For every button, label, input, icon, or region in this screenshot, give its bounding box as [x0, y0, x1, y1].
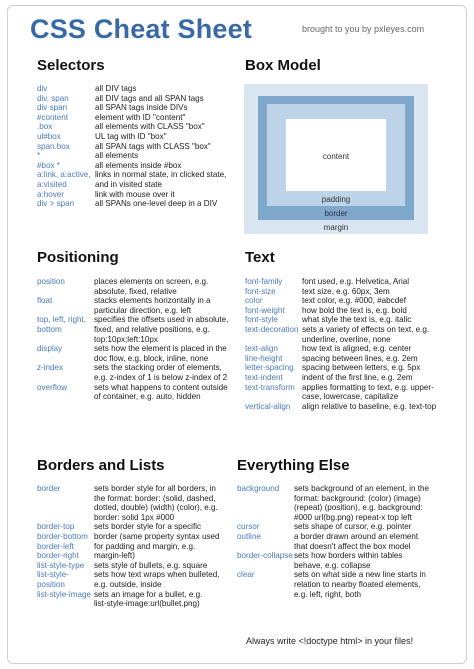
property-name: [37, 392, 94, 402]
property-description: sets border style for all borders, in: [94, 484, 216, 493]
property-description: sets how borders within tables: [294, 551, 403, 561]
property-name: div: [37, 84, 48, 93]
list-item: [245, 373, 455, 383]
list-item: [245, 354, 455, 364]
positioning-heading: Positioning: [37, 249, 119, 266]
property-name: clear: [237, 570, 255, 580]
property-name: [237, 561, 294, 571]
list-item: [37, 599, 237, 609]
list-item: [237, 542, 459, 552]
property-description: e.g. z-index of 1 is below z-index of 2: [94, 372, 228, 382]
property-name: overflow: [37, 382, 68, 392]
property-name: [37, 354, 94, 364]
property-name: [37, 287, 94, 297]
property-description: what style the text is, e.g. italic: [302, 315, 412, 325]
property-name: vertical-align: [245, 401, 291, 411]
property-name: [37, 599, 94, 609]
list-item: [37, 94, 237, 104]
property-description: particular direction, e.g. left: [94, 305, 192, 315]
property-description: all elements: [95, 151, 139, 161]
list-item: [37, 392, 237, 402]
property-name: div, span: [37, 93, 69, 103]
property-name: text-align: [245, 344, 278, 354]
property-description: sets a variety of effects on text, e.g.: [302, 324, 430, 334]
property-name: span.box: [37, 141, 70, 151]
list-item: [37, 103, 237, 113]
list-item: [237, 570, 459, 580]
list-item: [37, 551, 237, 561]
list-item: [237, 580, 459, 590]
list-item: [245, 325, 455, 335]
property-name: font-style: [245, 315, 278, 325]
property-description: sets shape of cursor, e.g. pointer: [294, 522, 412, 532]
list-item: [37, 199, 237, 209]
property-name: div > span: [37, 199, 75, 209]
list-item: [245, 363, 455, 373]
property-description: sets an image for a bullet, e.g.: [94, 589, 203, 599]
property-name: border-top: [37, 522, 75, 532]
selectors-list: [37, 84, 237, 209]
property-name: [37, 306, 94, 316]
list-item: [37, 161, 237, 171]
property-description: format: background: (color) (image): [294, 493, 421, 503]
property-name: border-right: [37, 551, 79, 561]
property-name: font-size: [245, 286, 276, 296]
byline: brought to you by pxleyes.com: [302, 24, 425, 34]
property-description: underline, overline, none: [302, 334, 391, 344]
property-description: stacks elements horizontally in a: [94, 296, 211, 306]
property-description: sets how text wraps when bulleted,: [94, 570, 220, 580]
list-item: [37, 363, 237, 373]
property-description: sets on what side a new line starts in: [294, 570, 426, 580]
list-item: [245, 306, 455, 316]
list-item: [237, 513, 459, 523]
property-description: all DIV tags and all SPAN tags: [95, 93, 204, 103]
property-name: top, left, right,: [37, 315, 87, 325]
list-item: [37, 170, 237, 180]
property-description: link with mouse over it: [95, 189, 175, 199]
list-item: [37, 84, 237, 94]
box-model-border-label: border: [324, 209, 348, 218]
property-description: and in visited state: [95, 179, 163, 189]
property-name: [245, 392, 302, 402]
property-description: links in normal state, in clicked state,: [95, 170, 227, 180]
list-item: [237, 561, 459, 571]
property-description: all elements with CLASS "box": [95, 122, 205, 132]
property-name: ul#box: [37, 131, 61, 141]
property-name: [237, 542, 294, 552]
list-item: [37, 113, 237, 123]
property-name: font-family: [245, 277, 283, 286]
property-name: letter-spacing: [245, 363, 294, 373]
property-description: sets what happens to content outside: [94, 382, 228, 392]
list-item: [37, 570, 237, 580]
list-item: [37, 513, 237, 523]
list-item: [37, 325, 237, 335]
property-name: *: [37, 151, 41, 161]
property-name: a:link, a:active,: [37, 170, 91, 180]
list-item: [245, 277, 455, 287]
list-item: [237, 532, 459, 542]
list-item: [245, 402, 455, 412]
property-name: div span: [37, 103, 68, 113]
property-name: [37, 494, 94, 504]
text-list: [245, 277, 455, 411]
list-item: [37, 503, 237, 513]
property-name: [237, 503, 294, 513]
property-name: bottom: [37, 324, 62, 334]
property-description: sets border style for a specific: [94, 522, 202, 532]
property-description: of container, e.g. auto, hidden: [94, 392, 201, 402]
list-item: [37, 122, 237, 132]
list-item: [37, 142, 237, 152]
property-description: spacing between letters, e.g. 5px: [302, 363, 421, 373]
list-item: [37, 580, 237, 590]
list-item: [37, 522, 237, 532]
list-item: [37, 296, 237, 306]
property-description: absolute, fixed, relative: [94, 286, 177, 296]
list-item: [237, 551, 459, 561]
list-item: [245, 335, 455, 345]
list-item: [37, 484, 237, 494]
property-description: UL tag with ID "box": [95, 131, 167, 141]
property-description: that doesn't affect the box model: [294, 541, 411, 551]
list-item: [37, 494, 237, 504]
property-description: e.g. left, right, both: [294, 589, 362, 599]
list-item: [237, 484, 459, 494]
property-name: text-decoration: [245, 324, 299, 334]
box-model-padding-label: padding: [321, 195, 351, 204]
property-name: list-style-type: [37, 560, 85, 570]
property-name: [37, 513, 94, 523]
property-description: margin-left): [94, 551, 135, 561]
everything-else-list: [237, 484, 459, 599]
property-name: cursor: [237, 522, 260, 532]
list-item: [37, 383, 237, 393]
box-model-content-label: content: [322, 152, 350, 161]
property-name: font-weight: [245, 305, 285, 315]
property-description: spacing between lines, e.g. 2em: [302, 353, 418, 363]
property-description: #000 url(bg.png) repeat-x top left: [294, 512, 412, 522]
property-name: outline: [237, 531, 261, 541]
list-item: [37, 180, 237, 190]
property-description: fixed, and relative positions, e.g.: [94, 324, 210, 334]
property-description: indent of the first line, e.g. 2em: [302, 372, 413, 382]
property-description: e.g. outside, inside: [94, 579, 162, 589]
list-item: [37, 542, 237, 552]
list-item: [37, 277, 237, 287]
property-name: float: [37, 296, 53, 306]
property-name: a:visited: [37, 179, 67, 189]
list-item: [37, 151, 237, 161]
property-name: background: [237, 484, 280, 493]
property-name: [237, 590, 294, 600]
property-name: z-index: [37, 363, 64, 373]
property-description: relation to nearby floated elements,: [294, 579, 421, 589]
list-item: [237, 503, 459, 513]
property-description: all SPAN tags with CLASS "box": [95, 141, 211, 151]
list-item: [37, 335, 237, 345]
property-name: color: [245, 296, 263, 306]
page-title: CSS Cheat Sheet: [30, 14, 253, 44]
property-name: [237, 580, 294, 590]
list-item: [237, 522, 459, 532]
property-name: border-left: [37, 541, 74, 551]
property-description: text color, e.g. #000, #abcdef: [302, 296, 406, 306]
property-name: a:hover: [37, 189, 64, 199]
property-name: [237, 513, 294, 523]
property-description: places elements on screen, e.g.: [94, 277, 209, 286]
property-name: #box *: [37, 160, 60, 170]
list-item: [245, 344, 455, 354]
list-item: [245, 287, 455, 297]
list-item: [37, 532, 237, 542]
everything-else-heading: Everything Else: [237, 457, 350, 474]
list-item: [37, 354, 237, 364]
property-name: [237, 494, 294, 504]
property-description: all DIV tags: [95, 84, 137, 93]
property-description: font used, e.g. Helvetica, Arial: [302, 277, 410, 286]
property-description: all SPAN tags inside DIVs: [95, 103, 188, 113]
list-item: [37, 561, 237, 571]
list-item: [237, 494, 459, 504]
list-item: [37, 287, 237, 297]
property-description: text size, e.g. 60px, 3em: [302, 286, 390, 296]
property-description: sets style of bullets, e.g. square: [94, 560, 208, 570]
property-description: dotted, double) (width) (color), e.g.: [94, 503, 218, 513]
list-item: [37, 315, 237, 325]
property-name: #content: [37, 112, 69, 122]
footer-note: Always write <!doctype html> in your files!: [246, 636, 414, 646]
property-description: how bold the text is, e.g. bold: [302, 305, 407, 315]
property-description: specifies the offsets used in absolute,: [94, 315, 229, 325]
property-description: the format: border: (solid, dashed,: [94, 493, 216, 503]
property-description: align relative to baseline, e.g. text-top: [302, 401, 437, 411]
selectors-heading: Selectors: [37, 57, 105, 74]
property-name: display: [37, 344, 63, 354]
property-description: border (same property syntax used: [94, 531, 220, 541]
list-item: [37, 132, 237, 142]
property-name: text-transform: [245, 382, 295, 392]
property-description: (repeat) (position), e.g. background:: [294, 503, 423, 513]
list-item: [37, 590, 237, 600]
positioning-list: [37, 277, 237, 402]
property-description: sets background of an element, in the: [294, 484, 429, 493]
property-description: top:10px;left:10px: [94, 334, 158, 344]
property-name: list-style-: [37, 570, 69, 580]
property-name: border-collapse: [237, 551, 293, 561]
property-name: list-style-image: [37, 589, 91, 599]
list-item: [245, 383, 455, 393]
property-name: line-height: [245, 353, 283, 363]
property-description: how text is aligned, e.g. center: [302, 344, 412, 354]
property-name: [37, 335, 94, 345]
text-heading: Text: [245, 249, 275, 266]
property-name: [37, 373, 94, 383]
borders-heading: Borders and Lists: [37, 457, 165, 474]
property-description: element with ID "content": [95, 112, 186, 122]
property-name: position: [37, 579, 65, 589]
property-description: sets how the element is placed in the: [94, 344, 227, 354]
property-description: behave, e.g. collapse: [294, 560, 371, 570]
box-model-heading: Box Model: [245, 57, 321, 74]
property-description: applies formatting to text, e.g. upper-: [302, 382, 434, 392]
borders-list: [37, 484, 237, 609]
property-name: [37, 503, 94, 513]
property-description: case, lowercase, capitalize: [302, 392, 399, 402]
list-item: [37, 190, 237, 200]
list-item: [237, 590, 459, 600]
list-item: [245, 296, 455, 306]
property-description: all elements inside #box: [95, 160, 182, 170]
list-item: [37, 344, 237, 354]
property-description: all SPANs one-level deep in a DIV: [95, 199, 218, 209]
box-model-margin-label: margin: [323, 223, 349, 232]
property-name: border-bottom: [37, 531, 88, 541]
property-description: doc flow, e.g. block, inline, none: [94, 353, 209, 363]
property-description: for padding and margin, e.g.: [94, 541, 196, 551]
list-item: [37, 306, 237, 316]
property-name: position: [37, 277, 65, 286]
property-description: sets the stacking order of elements,: [94, 363, 222, 373]
property-name: .box: [37, 122, 53, 132]
property-description: list-style-image:url(bullet.png): [94, 599, 200, 609]
list-item: [37, 373, 237, 383]
property-description: border: solid 1px #000: [94, 512, 175, 522]
property-description: a border drawn around an element: [294, 531, 419, 541]
property-name: border: [37, 484, 61, 493]
property-name: [245, 335, 302, 345]
list-item: [245, 392, 455, 402]
property-name: text-indent: [245, 372, 283, 382]
list-item: [245, 315, 455, 325]
